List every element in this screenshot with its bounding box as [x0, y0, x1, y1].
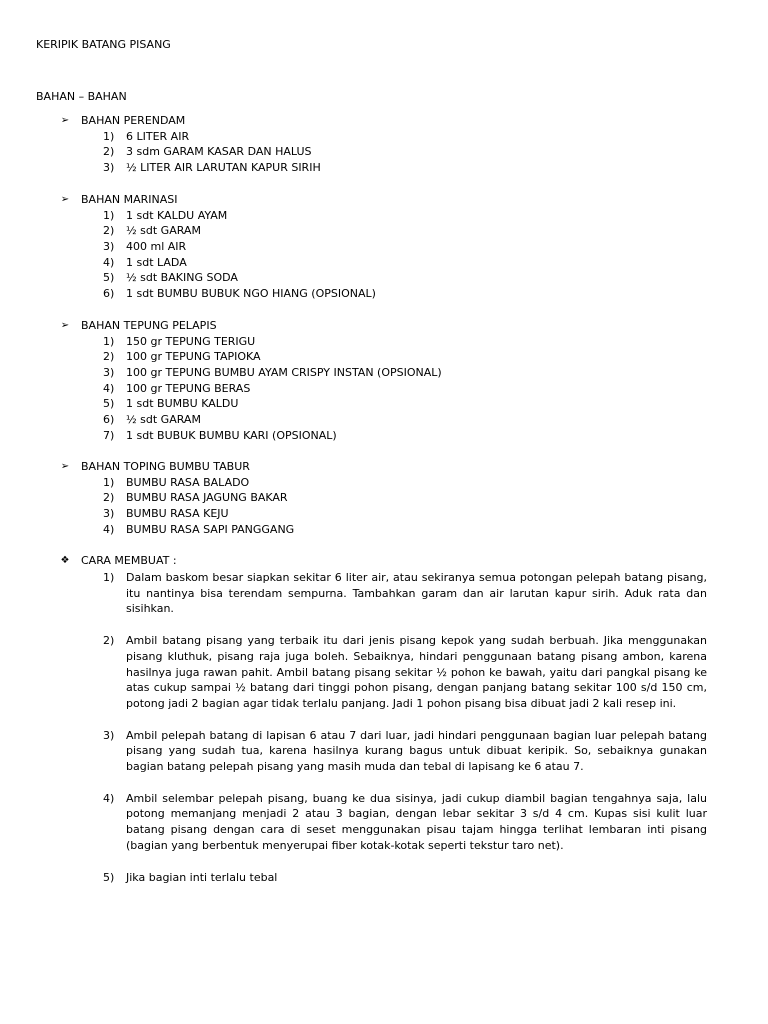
list-item: [0, 506, 768, 522]
item-number: 1): [103, 334, 115, 348]
item-number: 4): [103, 381, 115, 395]
step-number: 2): [103, 634, 115, 648]
list-item: [0, 270, 768, 286]
list-item: [0, 129, 768, 145]
item-number: 3): [103, 366, 115, 380]
list-item: [0, 428, 768, 444]
item-number: 4): [103, 255, 115, 269]
document-title: KERIPIK BATANG PISANG: [36, 38, 171, 51]
item-text: BUMBU RASA BALADO: [126, 475, 250, 489]
list-item: [0, 223, 768, 239]
section-bahan-marinasi: [0, 192, 768, 302]
list-item: [0, 160, 768, 176]
list-item: [0, 490, 768, 506]
item-number: 5): [103, 397, 115, 411]
item-text: 150 gr TEPUNG TERIGU: [126, 334, 256, 348]
step-item: [0, 728, 768, 775]
step-text: Jika bagian inti terlalu tebal: [126, 870, 278, 884]
item-text: BUMBU RASA KEJU: [126, 507, 229, 521]
list-item: [0, 286, 768, 302]
item-number: 2): [103, 491, 115, 505]
item-text: ½ sdt GARAM: [126, 224, 201, 238]
item-number: 6): [103, 287, 115, 301]
steps-list: [0, 570, 768, 901]
ingredients-heading: BAHAN – BAHAN: [36, 90, 127, 103]
list-item: [0, 381, 768, 397]
item-text: 1 sdt BUMBU BUBUK NGO HIANG (OPSIONAL): [126, 287, 376, 301]
step-item: [0, 791, 768, 854]
section-cara-membuat: [0, 553, 768, 569]
section-bahan-tepung-pelapis: [0, 318, 768, 444]
list-item: [0, 475, 768, 491]
step-text: Ambil batang pisang yang terbaik itu dari jenis pisang kepok yang sudah berbuah. Jika menggunakan pisang kluthuk, pisang raja juga boleh. Sebaiknya, hindari penggunaan batang pisang ambon, karena hasilnya juga rawan pahit. Ambil batang pisang sekitar ½ pohon ke bawah, yaitu dari pangkal pisang ke atas cukup sampai ½ batang dari tinggi pohon pisang, dengan panjang batang sekitar 100 s/d 150 cm, potong jadi 2 bagian agar tidak terlalu panjang. Jadi 1 pohon pisang bisa dibuat jadi 2 kali resep ini.: [126, 634, 707, 710]
step-number: 3): [103, 728, 115, 742]
item-number: 6): [103, 413, 115, 427]
section-bahan-perendam: [0, 113, 768, 176]
list-item: [0, 334, 768, 350]
item-text: 400 ml AIR: [126, 240, 187, 254]
item-text: 1 sdt LADA: [126, 255, 187, 269]
list-item: [0, 396, 768, 412]
item-text: 1 sdt KALDU AYAM: [126, 208, 228, 222]
arrow-bullet-icon: ➢: [60, 115, 70, 126]
item-number: 1): [103, 208, 115, 222]
item-text: 1 sdt BUMBU KALDU: [126, 397, 239, 411]
list-item: [0, 365, 768, 381]
item-number: 5): [103, 271, 115, 285]
step-text: Dalam baskom besar siapkan sekitar 6 liter air, atau sekiranya semua potongan pelepah batang pisang, itu nantinya bisa terendam sempurna. Tambahkan garam dan air larutan kapur sirih. Aduk rata dan sisihkan.: [126, 571, 707, 616]
item-text: ½ sdt GARAM: [126, 413, 201, 427]
arrow-bullet-icon: ➢: [60, 320, 70, 331]
item-number: 3): [103, 161, 115, 175]
step-number: 1): [103, 571, 115, 584]
list-item: [0, 208, 768, 224]
item-text: 100 gr TEPUNG BUMBU AYAM CRISPY INSTAN (OPSIONAL): [126, 366, 442, 380]
item-number: 2): [103, 350, 115, 364]
item-number: 1): [103, 475, 115, 489]
item-number: 1): [103, 129, 115, 143]
section-label: BAHAN MARINASI: [81, 193, 178, 206]
item-number: 7): [103, 428, 115, 442]
item-text: 3 sdm GARAM KASAR DAN HALUS: [126, 145, 312, 159]
item-number: 3): [103, 507, 115, 521]
item-text: BUMBU RASA JAGUNG BAKAR: [126, 491, 288, 505]
list-item: [0, 255, 768, 271]
item-number: 4): [103, 522, 115, 536]
list-item: [0, 412, 768, 428]
step-number: 5): [103, 870, 115, 884]
item-text: ½ LITER AIR LARUTAN KAPUR SIRIH: [126, 161, 321, 175]
section-label: CARA MEMBUAT :: [81, 554, 177, 567]
list-item: [0, 349, 768, 365]
arrow-bullet-icon: ➢: [60, 461, 70, 472]
step-item: [0, 870, 768, 886]
item-text: 1 sdt BUBUK BUMBU KARI (OPSIONAL): [126, 428, 337, 442]
section-label: BAHAN PERENDAM: [81, 114, 186, 127]
step-item: [0, 570, 768, 617]
item-number: 2): [103, 224, 115, 238]
item-text: BUMBU RASA SAPI PANGGANG: [126, 522, 295, 536]
arrow-bullet-icon: ➢: [60, 194, 70, 205]
section-label: BAHAN TOPING BUMBU TABUR: [81, 460, 250, 473]
section-label: BAHAN TEPUNG PELAPIS: [81, 319, 217, 332]
list-item: [0, 522, 768, 538]
item-number: 2): [103, 145, 115, 159]
item-text: 100 gr TEPUNG BERAS: [126, 381, 251, 395]
list-item: [0, 144, 768, 160]
step-text: Ambil selembar pelepah pisang, buang ke dua sisinya, jadi cukup diambil bagian tengahnya saja, lalu potong memanjang menjadi 2 atau 3 bagian, dengan lebar sekitar 3 s/d 4 cm. Kupas sisi kulit luar batang pisang dengan cara di seset menggunakan pisau tajam hingga terlihat lembaran inti pisang (bagian yang berbentuk menyerupai fiber kotak-kotak seperti tekstur taro net).: [126, 791, 707, 852]
item-number: 3): [103, 240, 115, 254]
item-text: 100 gr TEPUNG TAPIOKA: [126, 350, 261, 364]
step-item: [0, 633, 768, 712]
item-text: ½ sdt BAKING SODA: [126, 271, 238, 285]
section-bahan-toping: [0, 459, 768, 537]
item-text: 6 LITER AIR: [126, 129, 190, 143]
list-item: [0, 239, 768, 255]
step-number: 4): [103, 791, 115, 805]
diamond-bullet-icon: ❖: [60, 555, 70, 566]
step-text: Ambil pelepah batang di lapisan 6 atau 7 dari luar, jadi hindari penggunaan bagian luar pelepah batang pisang yang sudah tua, karena hasilnya kurang bagus untuk dibuat keripik. So, sebaiknya gunakan bagian batang pelepah pisang yang masih muda dan tebal di lapisang ke 6 atau 7.: [126, 728, 707, 774]
